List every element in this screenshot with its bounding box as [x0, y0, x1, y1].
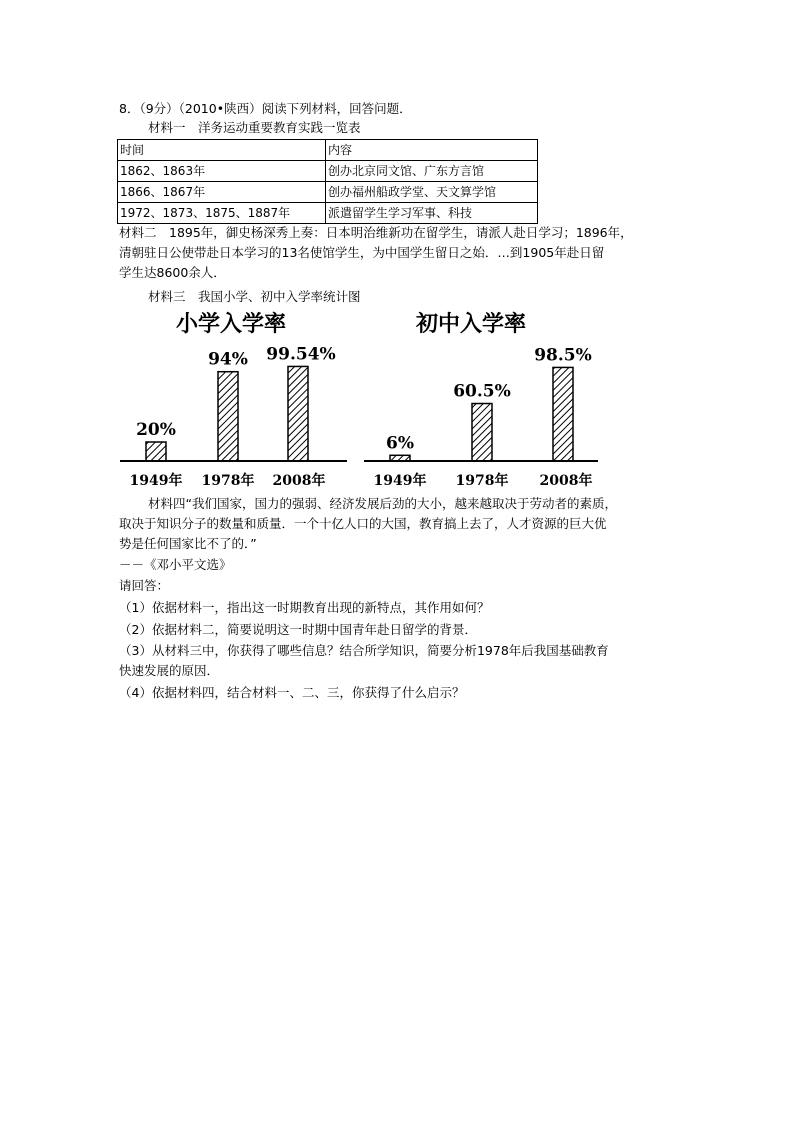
table-cell-time: 1866、1867年 [118, 182, 326, 203]
chart-title: 初中入学率 [415, 311, 527, 337]
material-4-line-1: 材料四“我们国家，国力的强弱、经济发展后劲的大小，越来越取决于劳动者的素质， [148, 496, 617, 511]
question-3-line-1: （3）从材料三中，你获得了哪些信息？结合所学知识，简要分析1978年后我国基础教育 [119, 643, 609, 658]
category-label: 1978年 [455, 473, 509, 489]
category-label: 2008年 [539, 473, 593, 489]
data-label: 20% [136, 420, 176, 440]
bar-1978年 [218, 372, 238, 461]
category-label: 1978年 [201, 473, 255, 489]
table-header-content: 内容 [326, 140, 538, 161]
material-2-line-2: 清朝驻日公使带赴日本学习的13名使馆学生，为中国学生留日之始．…到1905年赴日留 [119, 245, 605, 260]
data-label: 94% [208, 349, 248, 370]
bar-1978年 [472, 404, 492, 461]
material-2-line-3: 学生达8600余人． [119, 265, 226, 280]
chart-title: 小学入学率 [175, 311, 287, 337]
data-label: 6% [386, 433, 414, 454]
table-row [118, 182, 538, 203]
table-header-row [118, 140, 538, 161]
table-cell-time: 1972、1873、1875、1887年 [118, 203, 326, 224]
bar-1949年 [146, 442, 166, 461]
table-row [118, 161, 538, 182]
table-row [118, 203, 538, 224]
material-4-line-2: 取决于知识分子的数量和质量．一个十亿人口的大国，教育搞上去了，人才资源的巨大优 [119, 516, 607, 531]
chart-primary-enrollment [115, 305, 355, 490]
data-label: 99.54% [266, 344, 336, 365]
material-4-source: －－《邓小平文选》 [119, 557, 232, 572]
table-cell-time: 1862、1863年 [118, 161, 326, 182]
category-label: 1949年 [373, 473, 427, 489]
bar-2008年 [553, 367, 573, 461]
question-3-line-2: 快速发展的原因． [119, 663, 220, 678]
data-label: 60.5% [453, 381, 511, 402]
chart-junior-enrollment [362, 305, 604, 490]
answer-prompt: 请回答： [119, 578, 170, 593]
table-cell-content: 创办福州船政学堂、天文算学馆 [326, 182, 538, 203]
table-cell-content: 派遣留学生学习军事、科技 [326, 203, 538, 224]
question-header: 8．（9分）（2010•陕西）阅读下列材料，回答问题． [119, 101, 412, 116]
category-label: 1949年 [129, 473, 183, 489]
material-2-line-1: 材料二 1895年，御史杨深秀上奏：日本明治维新功在留学生，请派人赴日学习；1896年， [119, 225, 633, 240]
question-1: （1）依据材料一，指出这一时期教育出现的新特点，其作用如何？ [119, 600, 490, 615]
material-1-title: 材料一 洋务运动重要教育实践一览表 [148, 120, 361, 135]
material-3-title: 材料三 我国小学、初中入学率统计图 [148, 289, 361, 304]
data-label: 98.5% [534, 345, 592, 366]
question-4: （4）依据材料四，结合材料一、二、三，你获得了什么启示？ [119, 685, 465, 700]
material-4-line-3: 势是任何国家比不了的．” [119, 536, 257, 551]
category-label: 2008年 [272, 473, 326, 489]
table-cell-content: 创办北京同文馆、广东方言馆 [326, 161, 538, 182]
table-header-time: 时间 [118, 140, 326, 161]
question-2: （2）依据材料二，简要说明这一时期中国青年赴日留学的背景． [119, 622, 477, 637]
bar-2008年 [288, 366, 308, 461]
education-practice-table [117, 139, 538, 224]
